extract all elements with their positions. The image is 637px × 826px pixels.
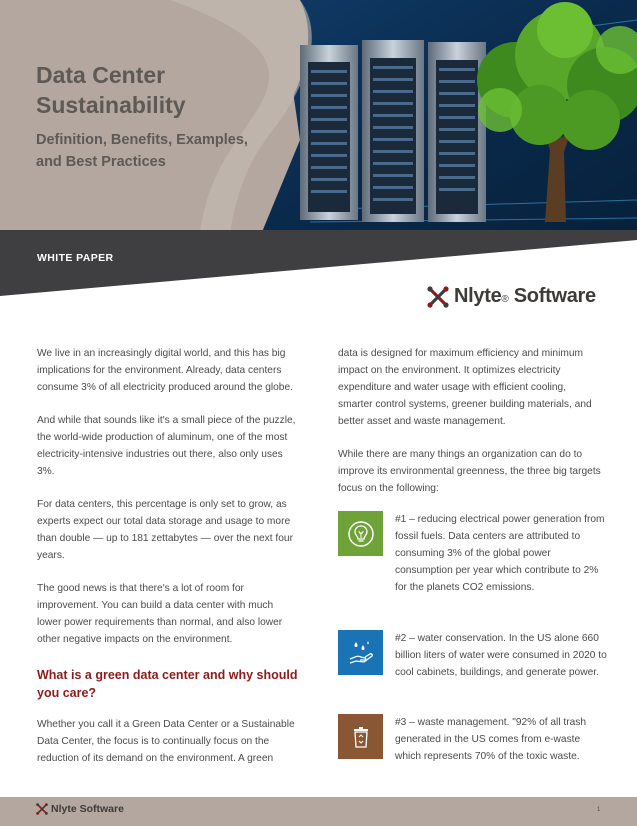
footer-brand: Nlyte Software: [51, 803, 124, 815]
list-item-text: #1 – reducing electrical power generation from fossil fuels. Data centers are attributed to consuming 3% of the global power consumption per year which contribute to 2% for the planets CO2 emissions.: [395, 514, 605, 593]
brand-name-suffix: Software: [513, 285, 596, 307]
paragraph: For data centers, this percentage is only set to grow, as experts expect our total data storage and usage to more than double — up to 181 zettabytes — over the next four years.: [37, 499, 293, 561]
lightbulb-leaf-icon: [338, 511, 383, 556]
paragraph: While there are many things an organization can do to improve its environmental greenness, the three big targets focus on the following:: [338, 449, 601, 494]
server-racks: [300, 40, 486, 222]
section-heading: What is a green data center and why should you care?: [37, 668, 298, 700]
brand-name-main: Nlyte: [454, 285, 502, 307]
brand-logo: [427, 285, 596, 308]
document-type-label: WHITE PAPER: [37, 252, 114, 264]
paragraph: data is designed for maximum efficiency and minimum impact on the environment. It optimizes electricity expenditure and water usage with efficient cooling, smarter control systems, greener building materials, and better asset and waste management.: [338, 348, 592, 427]
hero-banner: [0, 0, 637, 232]
right-column: [338, 345, 603, 513]
page-number: 1: [597, 807, 601, 813]
nlyte-logo-icon: [427, 286, 449, 308]
paragraph: Whether you call it a Green Data Center or a Sustainable Data Center, the focus is to continually focus on the reduction of its demand on the environment. A green: [37, 719, 295, 764]
recycle-bin-icon: [338, 714, 383, 759]
list-item-text: #2 – water conservation. In the US alone 660 billion liters of water were consumed in 2020 to cool cabinets, buildings, and generate power.: [395, 633, 607, 678]
paragraph: And while that sounds like it's a small piece of the puzzle, the world-wide production of aluminum, one of the most electricity-intensive industries out there, also only uses 3%.: [37, 415, 296, 477]
list-item-text: #3 – waste management. "92% of all trash generated in the US comes from e-waste which represents 70% of the toxic waste.: [395, 717, 587, 762]
list-item: [338, 714, 607, 765]
list-item: [338, 511, 607, 596]
paragraph: The good news is that there's a lot of room for improvement. You can build a data center with much lower power requirements than normal, and also lower other negative impacts on the environment.: [37, 583, 283, 645]
page-subtitle: Definition, Benefits, Examples, and Best Practices: [36, 132, 248, 170]
page-title: Data Center Sustainability: [36, 62, 186, 118]
left-column: [37, 345, 299, 783]
paragraph: We live in an increasingly digital world, and this has big implications for the environment. Already, data centers consume 3% of all electricity produced around the globe.: [37, 348, 293, 393]
brand-name: Nlyte® Software: [454, 285, 596, 307]
footer-logo: [36, 803, 124, 815]
list-item: [338, 630, 607, 681]
nlyte-logo-icon: [36, 803, 48, 815]
water-hand-icon: [338, 630, 383, 675]
